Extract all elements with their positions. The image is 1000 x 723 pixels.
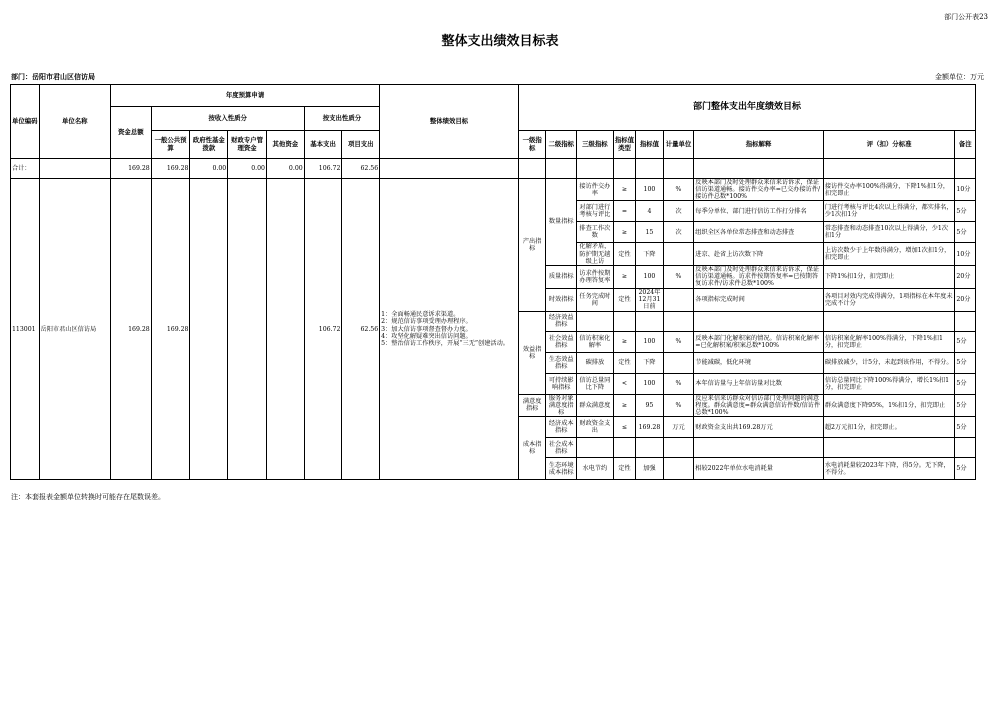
- header-dept-goal: 部门整体支出年度绩效目标: [518, 85, 975, 131]
- unit-cell: %: [663, 373, 694, 394]
- standard-cell: 信访积案化解率100%得满分，下降1%扣1分，扣完即止: [823, 331, 955, 352]
- value-cell: [636, 311, 664, 331]
- header-explanation: 指标解释: [694, 131, 824, 159]
- level2-service-satisfaction: 服务对象满意度指标: [546, 394, 577, 416]
- remark-cell: 5分: [955, 417, 976, 438]
- level2-eco-benefit: 生态效益指标: [546, 352, 577, 373]
- header-by-expense: 按支出性质分: [304, 107, 379, 131]
- unit-cell: 次: [663, 222, 694, 243]
- level2-eco-cost: 生态环境成本指标: [546, 458, 577, 480]
- unit-cell: %: [663, 331, 694, 352]
- value-type-cell: =: [613, 201, 635, 222]
- unit-cell: [663, 288, 694, 311]
- value-cell: 100: [636, 265, 664, 288]
- unit-code: 113001: [11, 179, 40, 480]
- level3-cell: 群众满意度: [577, 394, 614, 416]
- unit-cell: 次: [663, 201, 694, 222]
- value-cell: 2024年12月31日前: [636, 288, 664, 311]
- explanation-cell: 进京、赴省上访次数下降: [694, 243, 824, 265]
- unit-project-expense: 62.56: [342, 179, 380, 480]
- value-type-cell: [613, 438, 635, 458]
- remark-cell: 10分: [955, 179, 976, 201]
- level3-cell: 访求件按期办理答复率: [577, 265, 614, 288]
- table-number-label: 部门公开表23: [944, 13, 988, 21]
- unit-cell: %: [663, 394, 694, 416]
- level3-cell: 化解矛盾，防护期无越级上访: [577, 243, 614, 265]
- value-cell: [636, 438, 664, 458]
- level1-satisfaction: 满意度指标: [518, 394, 546, 416]
- indicator-row: [11, 179, 976, 201]
- performance-table: [10, 84, 976, 480]
- standard-cell: 碳排放减少，计5分，未起到该作用，不得分。: [823, 352, 955, 373]
- standard-cell: 常态排查和动态排查10次以上得满分，少1次扣1分: [823, 222, 955, 243]
- currency-unit-label: 金额单位：万元: [935, 73, 984, 81]
- unit-cell: [663, 438, 694, 458]
- remark-cell: 20分: [955, 265, 976, 288]
- value-cell: 15: [636, 222, 664, 243]
- footnote: 注：本套报表金额单位转换时可能存在尾数误差。: [11, 493, 165, 501]
- level2-timeliness: 时效指标: [546, 288, 577, 311]
- explanation-cell: 反映本部门及时处理群众来信来访诉求，保证信访渠道通畅。接访件交办率=已交办接访件/接访件总数*100%: [694, 179, 824, 201]
- unit-name: 岳阳市君山区信访局: [39, 179, 110, 480]
- unit-cell: 万元: [663, 417, 694, 438]
- header-basic-expense: 基本支出: [304, 131, 342, 159]
- standard-cell: [823, 438, 955, 458]
- total-basic: 106.72: [304, 159, 342, 179]
- header-total-funds: 资金总额: [110, 107, 151, 159]
- standard-cell: 门进行考核与评比4次以上得满分，都实排名，少1次扣1分: [823, 201, 955, 222]
- value-type-cell: ≤: [613, 417, 635, 438]
- level3-cell: 接访件交办率: [577, 179, 614, 201]
- level2-quantity: 数量指标: [546, 179, 577, 266]
- remark-cell: 10分: [955, 243, 976, 265]
- level3-cell: 对部门进行考核与评比: [577, 201, 614, 222]
- explanation-cell: 反映本部门化解积案的情况。信访积案化解率=已化解积案/积案总数*100%: [694, 331, 824, 352]
- standard-cell: 群众满意度下降95%，1%扣1分，扣完即止: [823, 394, 955, 416]
- header-standard: 评（扣）分标准: [823, 131, 955, 159]
- header-annual-budget: 年度预算申请: [110, 85, 379, 107]
- remark-cell: 5分: [955, 394, 976, 416]
- level3-cell: [577, 311, 614, 331]
- level3-cell: 信访积案化解率: [577, 331, 614, 352]
- header-level2: 二级指标: [546, 131, 577, 159]
- explanation-cell: 财政资金支出共169.28万元: [694, 417, 824, 438]
- level3-cell: 信访总量同比下降: [577, 373, 614, 394]
- level2-social-cost: 社会成本指标: [546, 438, 577, 458]
- value-type-cell: 定性: [613, 243, 635, 265]
- value-type-cell: 定性: [613, 458, 635, 480]
- value-cell: 4: [636, 201, 664, 222]
- header-general-public: 一般公共预算: [151, 131, 190, 159]
- value-type-cell: 定性: [613, 288, 635, 311]
- unit-general-public: 169.28: [151, 179, 190, 480]
- department-label: 部门：岳阳市君山区信访局: [11, 72, 95, 81]
- value-cell: 95: [636, 394, 664, 416]
- remark-cell: 20分: [955, 288, 976, 311]
- header-project-expense: 项目支出: [342, 131, 380, 159]
- total-fiscal-special: 0.00: [228, 159, 267, 179]
- total-label: 合计：: [11, 159, 40, 179]
- level1-output: 产出指标: [518, 179, 546, 312]
- unit-basic-expense: 106.72: [304, 179, 342, 480]
- explanation-cell: 反应来信来访群众对信访部门处理问题的满意程度。群众满意度=群众满意信访件数/信访件总数*100%: [694, 394, 824, 416]
- level2-quality: 质量指标: [546, 265, 577, 288]
- explanation-cell: 节能减碳，低化环境: [694, 352, 824, 373]
- level3-cell: 碳排放: [577, 352, 614, 373]
- level2-sustainable: 可持续影响指标: [546, 373, 577, 394]
- value-type-cell: ≥: [613, 222, 635, 243]
- total-general: 169.28: [151, 159, 190, 179]
- value-cell: 下降: [636, 352, 664, 373]
- standard-cell: 下降1%扣1分，扣完即止: [823, 265, 955, 288]
- standard-cell: 接访件交办率100%得满分，下降1%扣1分，扣完即止: [823, 179, 955, 201]
- explanation-cell: 每季分单位、部门进行信访工作打分排名: [694, 201, 824, 222]
- remark-cell: 5分: [955, 222, 976, 243]
- explanation-cell: 反映本部门及时处理群众来信来访诉求，保证信访渠道通畅。访求件按期答复率=已按期答复访求件/访求件总数*100%: [694, 265, 824, 288]
- explanation-cell: 各项指标完成时间: [694, 288, 824, 311]
- level3-cell: 财政资金支出: [577, 417, 614, 438]
- standard-cell: 上访次数少于上年数得满分，增加1次扣1分，扣完即止: [823, 243, 955, 265]
- value-cell: 100: [636, 373, 664, 394]
- header-by-income: 按收入性质分: [151, 107, 304, 131]
- value-cell: 下降: [636, 243, 664, 265]
- header-measure-unit: 计量单位: [663, 131, 694, 159]
- total-other: 0.00: [266, 159, 304, 179]
- explanation-cell: 组织全区各单位常态排查和动态排查: [694, 222, 824, 243]
- value-cell: 加强: [636, 458, 664, 480]
- header-unit-name: 单位名称: [39, 85, 110, 159]
- remark-cell: 5分: [955, 458, 976, 480]
- value-cell: 169.28: [636, 417, 664, 438]
- value-type-cell: ≥: [613, 394, 635, 416]
- value-type-cell: ≥: [613, 265, 635, 288]
- level2-social-benefit: 社会效益指标: [546, 331, 577, 352]
- header-level1: 一级指标: [518, 131, 546, 159]
- unit-cell: %: [663, 179, 694, 201]
- remark-cell: 5分: [955, 331, 976, 352]
- standard-cell: 水电消耗量较2023年下降，得5分。无下降，不得分。: [823, 458, 955, 480]
- header-remark: 备注: [955, 131, 976, 159]
- unit-cell: [663, 243, 694, 265]
- standard-cell: 信访总量同比下降100%得满分，增长1%扣1分，扣完即止: [823, 373, 955, 394]
- remark-cell: 5分: [955, 201, 976, 222]
- explanation-cell: [694, 311, 824, 331]
- overall-goal-text: 1：全面畅通民意诉求渠道。 2：规范信访事项受理办理程序。 3：加大信访事项督查督办力度。 4：攻坚化解疑难突出信访问题。 5：整治信访工作秩序，开展“三无”创建活动。: [380, 179, 519, 480]
- level1-cost: 成本指标: [518, 417, 546, 480]
- remark-cell: [955, 311, 976, 331]
- header-unit-code: 单位编码: [11, 85, 40, 159]
- header-fiscal-special: 财政专户管理资金: [228, 131, 267, 159]
- remark-cell: 5分: [955, 352, 976, 373]
- value-cell: 100: [636, 179, 664, 201]
- value-type-cell: [613, 311, 635, 331]
- header-gov-fund: 政府性基金拨款: [190, 131, 228, 159]
- unit-cell: [663, 311, 694, 331]
- total-row: [11, 159, 976, 179]
- explanation-cell: [694, 438, 824, 458]
- header-other-funds: 其他资金: [266, 131, 304, 159]
- total-project: 62.56: [342, 159, 380, 179]
- remark-cell: 5分: [955, 373, 976, 394]
- remark-cell: [955, 438, 976, 458]
- standard-cell: 超2万元扣1分，扣完即止。: [823, 417, 955, 438]
- unit-cell: [663, 458, 694, 480]
- value-type-cell: ≥: [613, 179, 635, 201]
- standard-cell: [823, 311, 955, 331]
- level3-cell: 水电节约: [577, 458, 614, 480]
- page-title: 整体支出绩效目标表: [441, 34, 559, 49]
- level1-effect: 效益指标: [518, 311, 546, 394]
- level3-cell: 任务完成时间: [577, 288, 614, 311]
- unit-total-funds: 169.28: [110, 179, 151, 480]
- total-gov-fund: 0.00: [190, 159, 228, 179]
- header-value: 指标值: [636, 131, 664, 159]
- level2-economic-cost: 经济成本指标: [546, 417, 577, 438]
- level3-cell: [577, 438, 614, 458]
- header-overall-goal: 整体绩效目标: [380, 85, 519, 159]
- level2-economic-benefit: 经济效益指标: [546, 311, 577, 331]
- value-type-cell: <: [613, 373, 635, 394]
- explanation-cell: 本年信访量与上年信访量对比数: [694, 373, 824, 394]
- value-type-cell: ≥: [613, 331, 635, 352]
- value-cell: 100: [636, 331, 664, 352]
- unit-cell: %: [663, 265, 694, 288]
- value-type-cell: 定性: [613, 352, 635, 373]
- header-value-type: 指标值类型: [613, 131, 635, 159]
- total-funds: 169.28: [110, 159, 151, 179]
- header-level3: 三级指标: [577, 131, 614, 159]
- level3-cell: 排查工作次数: [577, 222, 614, 243]
- standard-cell: 各项目对效内完成得满分，1项指标在本年度未完成不计分: [823, 288, 955, 311]
- unit-cell: [663, 352, 694, 373]
- explanation-cell: 相较2022年单位水电消耗量: [694, 458, 824, 480]
